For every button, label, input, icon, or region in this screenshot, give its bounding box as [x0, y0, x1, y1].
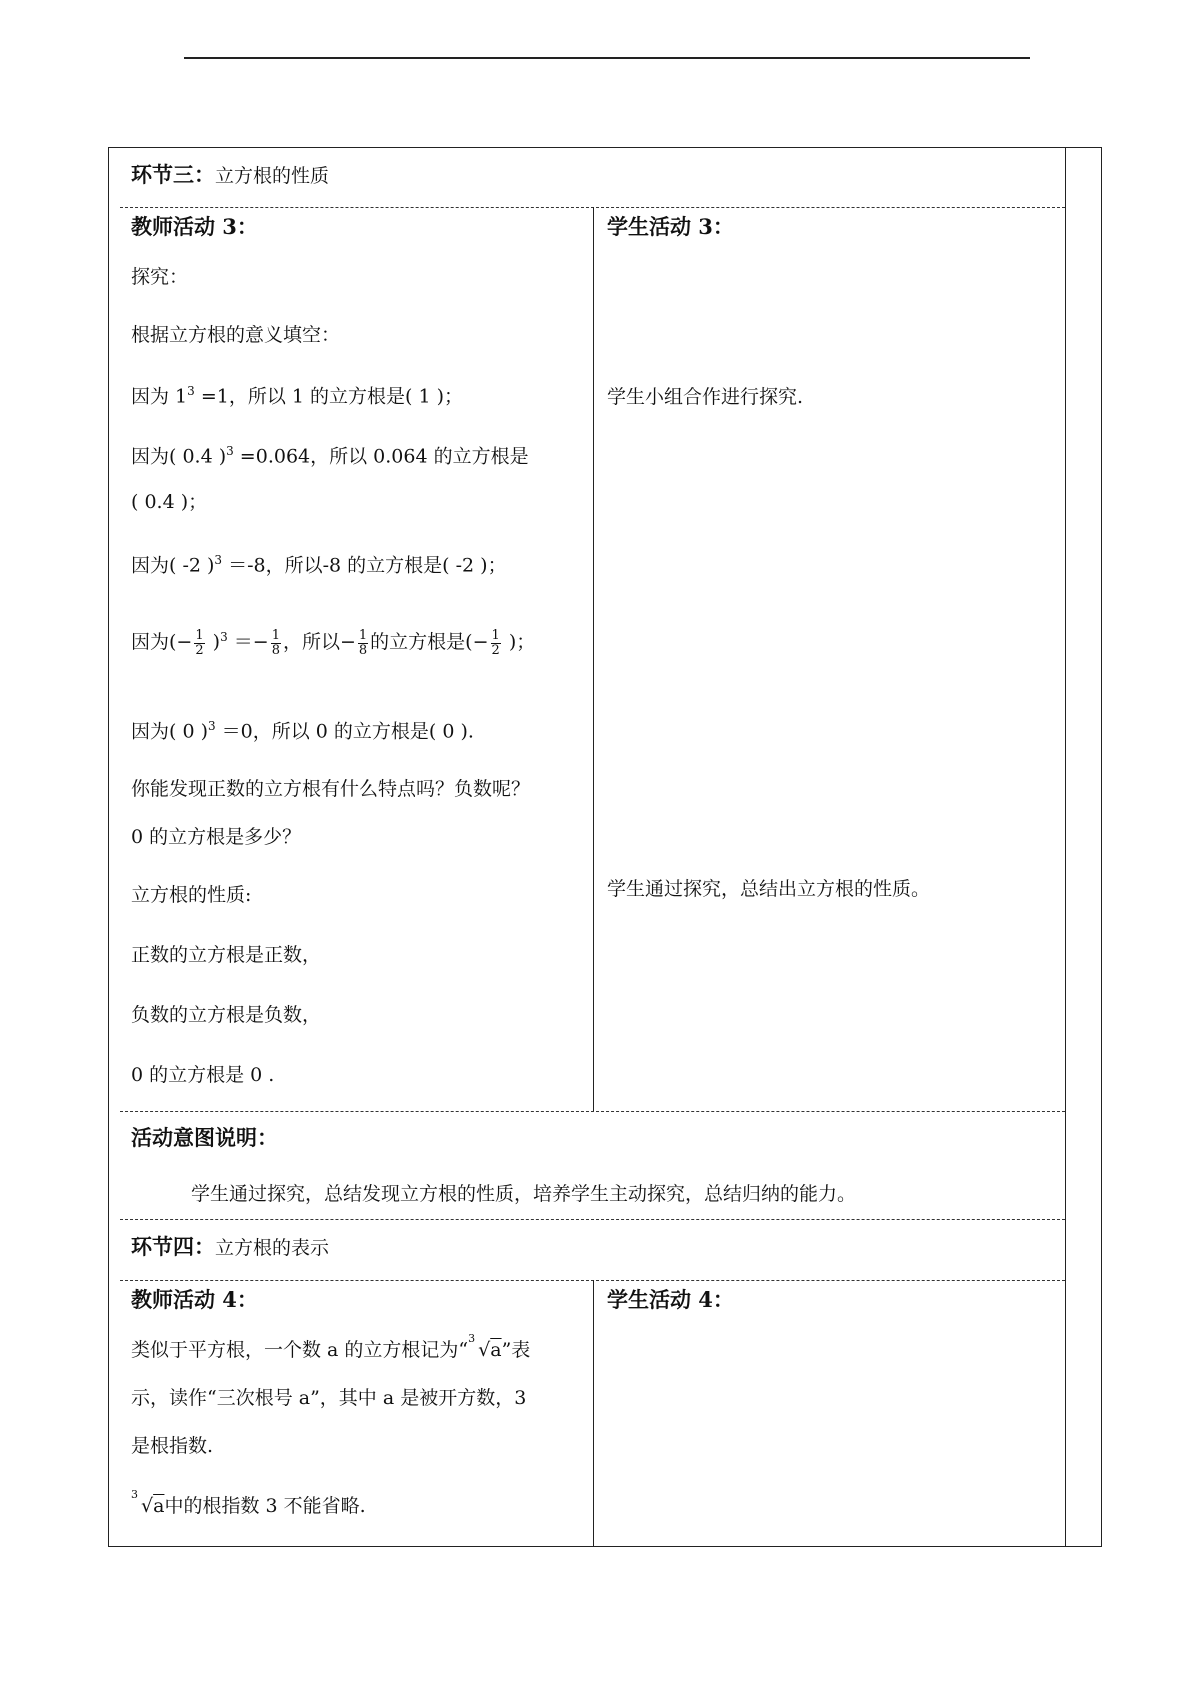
fraction-one-eighth: $\frac{1}{8}$: [271, 628, 280, 658]
student-activity-3-heading: 学生活动 3：: [607, 214, 734, 239]
exercise-line-1: 因为 $1^3 =1$，所以 1 的立方根是( 1 )；: [131, 384, 463, 408]
student-text-2: 学生通过探究，总结出立方根的性质。: [607, 878, 931, 900]
student-activity-4-heading: 学生活动 4：: [607, 1287, 734, 1312]
cube-root-symbol: 3 √a: [131, 1488, 165, 1517]
section3-label: 环节三：: [131, 162, 215, 187]
exercise-line-5: 因为( 0 )$^3$ ＝0，所以 0 的立方根是( 0 ).: [131, 719, 474, 743]
table-right-margin-line: [1065, 147, 1066, 1547]
cube-root-symbol: 3 √a: [468, 1332, 502, 1361]
property-1: 正数的立方根是正数，: [131, 944, 322, 966]
notation-text-1: 类似于平方根，一个数 a 的立方根记为“ 3 √a”表: [131, 1332, 531, 1361]
notation-text-4: 3 √a中的根指数 3 不能省略.: [131, 1488, 366, 1517]
exercise-line-3: 因为( -2 )$^3$ ＝-8，所以-8 的立方根是( -2 )；: [131, 553, 507, 577]
teacher-activity-4-heading: 教师活动 4：: [131, 1287, 258, 1312]
fraction-one-half: $\frac{1}{2}$: [491, 628, 500, 658]
explore-label: 探究：: [131, 266, 189, 288]
column-divider: [593, 207, 594, 1111]
header-rule: [184, 57, 1030, 59]
fraction-one-half: $\frac{1}{2}$: [195, 628, 204, 658]
intent-heading: 活动意图说明：: [131, 1125, 278, 1150]
section3-title: 立方根的性质: [215, 165, 330, 187]
teacher-activity-3-heading: 教师活动 3：: [131, 214, 258, 239]
fill-prompt: 根据立方根的意义填空：: [131, 324, 341, 346]
section4-label: 环节四：: [131, 1234, 215, 1259]
notation-text-3: 是根指数.: [131, 1435, 214, 1457]
section3-header: [131, 164, 329, 186]
intent-text: 学生通过探究，总结发现立方根的性质，培养学生主动探究，总结归纳的能力。: [191, 1183, 857, 1205]
student-text-1: 学生小组合作进行探究.: [607, 386, 804, 408]
property-3: 0 的立方根是 0 .: [131, 1064, 275, 1086]
section4-header: [131, 1236, 329, 1258]
question-2: 0 的立方根是多少？: [131, 826, 302, 848]
divider: [120, 1219, 1065, 1220]
property-2: 负数的立方根是负数，: [131, 1004, 322, 1026]
property-title: 立方根的性质:: [131, 884, 252, 906]
notation-text-2: 示，读作“三次根号 a”，其中 a 是被开方数，3: [131, 1387, 527, 1409]
exercise-line-2-answer: ( 0.4 )；: [131, 491, 208, 513]
divider: [120, 1111, 1065, 1112]
question-1: 你能发现正数的立方根有什么特点吗？负数呢？: [131, 778, 531, 800]
column-divider: [593, 1280, 594, 1547]
section4-title: 立方根的表示: [215, 1237, 330, 1259]
exercise-line-2: 因为( 0.4 )$^3$ =0.064，所以 0.064 的立方根是: [131, 444, 529, 468]
exercise-line-4: 因为(− $\frac{1}{2}$ )$^3$ ＝− $\frac{1}{8}$ ，所以− $\frac{1}{8}$ 的立方根是(− $\frac{1}{2}$ )；: [131, 628, 536, 658]
fraction-one-eighth: $\frac{1}{8}$: [358, 628, 368, 658]
